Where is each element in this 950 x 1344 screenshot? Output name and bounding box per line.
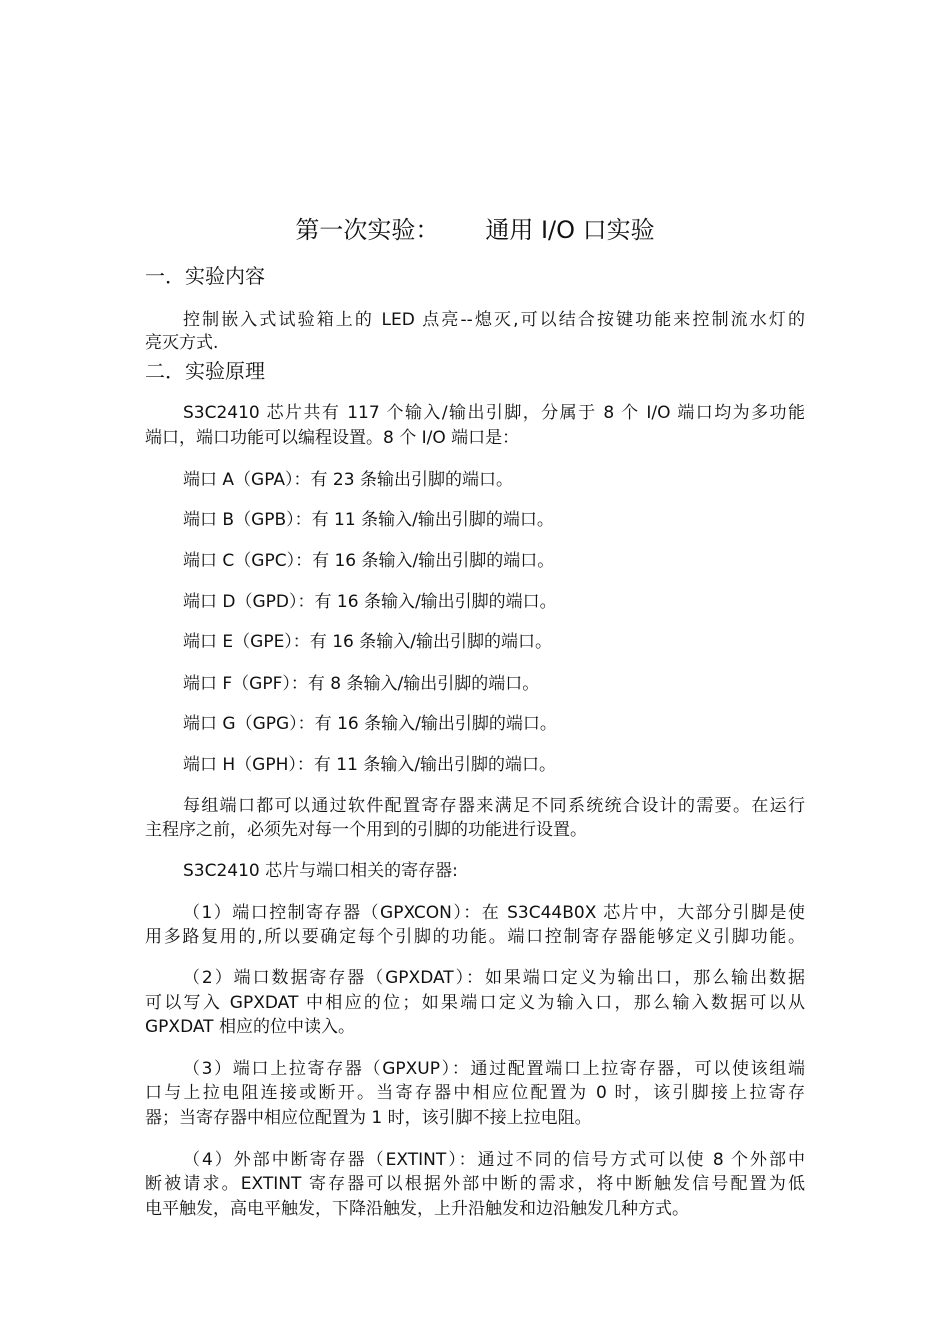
- summary-line-2: 主程序之前，必须先对每一个用到的引脚的功能进行设置。: [145, 820, 587, 840]
- register-2-line-1: （2）端口数据寄存器（GPXDAT）：如果端口定义为输出口，那么输出数据: [183, 968, 805, 988]
- title-part-1: 第一次实验：: [295, 216, 440, 244]
- section-2-heading: 二．实验原理: [145, 359, 265, 383]
- register-1-line-1: （1）端口控制寄存器（GPXCON）：在 S3C44B0X 芯片中，大部分引脚是使: [183, 903, 805, 923]
- intro-line-2: 端口，端口功能可以编程设置。8 个 I/O 端口是：: [145, 428, 520, 448]
- port-item-a: 端口 A（GPA）：有 23 条输出引脚的端口。: [183, 470, 513, 490]
- register-2-line-3: GPXDAT 相应的位中读入。: [145, 1017, 355, 1037]
- intro-line-1: S3C2410 芯片共有 117 个输入/输出引脚，分属于 8 个 I/O 端口均为多功能: [183, 403, 805, 423]
- page-title: [0, 214, 950, 246]
- register-3-line-1: （3）端口上拉寄存器（GPXUP）：通过配置端口上拉寄存器，可以使该组端: [183, 1059, 805, 1079]
- title-part-2: 通用 I/O 口实验: [485, 216, 655, 244]
- register-4-line-3: 电平触发，高电平触发，下降沿触发，上升沿触发和边沿触发几种方式。: [145, 1199, 689, 1219]
- registers-intro: S3C2410 芯片与端口相关的寄存器:: [183, 861, 458, 881]
- port-item-c: 端口 C（GPC）：有 16 条输入/输出引脚的端口。: [183, 551, 555, 571]
- section-1-line-1: 控制嵌入式试验箱上的 LED 点亮--熄灭,可以结合按键功能来控制流水灯的: [183, 310, 805, 330]
- port-item-f: 端口 F（GPF）：有 8 条输入/输出引脚的端口。: [183, 674, 540, 694]
- summary-line-1: 每组端口都可以通过软件配置寄存器来满足不同系统统合设计的需要。在运行: [183, 796, 805, 816]
- register-3-line-2: 口与上拉电阻连接或断开。当寄存器中相应位配置为 0 时，该引脚接上拉寄存: [145, 1083, 805, 1103]
- port-item-h: 端口 H（GPH）：有 11 条输入/输出引脚的端口。: [183, 755, 557, 775]
- port-item-e: 端口 E（GPE）：有 16 条输入/输出引脚的端口。: [183, 632, 552, 652]
- port-item-b: 端口 B（GPB）：有 11 条输入/输出引脚的端口。: [183, 510, 554, 530]
- port-item-d: 端口 D（GPD）：有 16 条输入/输出引脚的端口。: [183, 592, 557, 612]
- section-1-heading: 一．实验内容: [145, 264, 265, 288]
- register-4-line-1: （4）外部中断寄存器（EXTINT）：通过不同的信号方式可以使 8 个外部中: [183, 1150, 805, 1170]
- register-3-line-3: 器；当寄存器中相应位配置为 1 时，该引脚不接上拉电阻。: [145, 1108, 592, 1128]
- register-1-line-2: 用多路复用的,所以要确定每个引脚的功能。端口控制寄存器能够定义引脚功能。: [145, 927, 805, 947]
- register-2-line-2: 可以写入 GPXDAT 中相应的位；如果端口定义为输入口，那么输入数据可以从: [145, 993, 805, 1013]
- port-item-g: 端口 G（GPG）：有 16 条输入/输出引脚的端口。: [183, 714, 557, 734]
- register-4-line-2: 断被请求。EXTINT 寄存器可以根据外部中断的需求，将中断触发信号配置为低: [145, 1174, 805, 1194]
- section-1-line-2: 亮灭方式.: [145, 333, 219, 353]
